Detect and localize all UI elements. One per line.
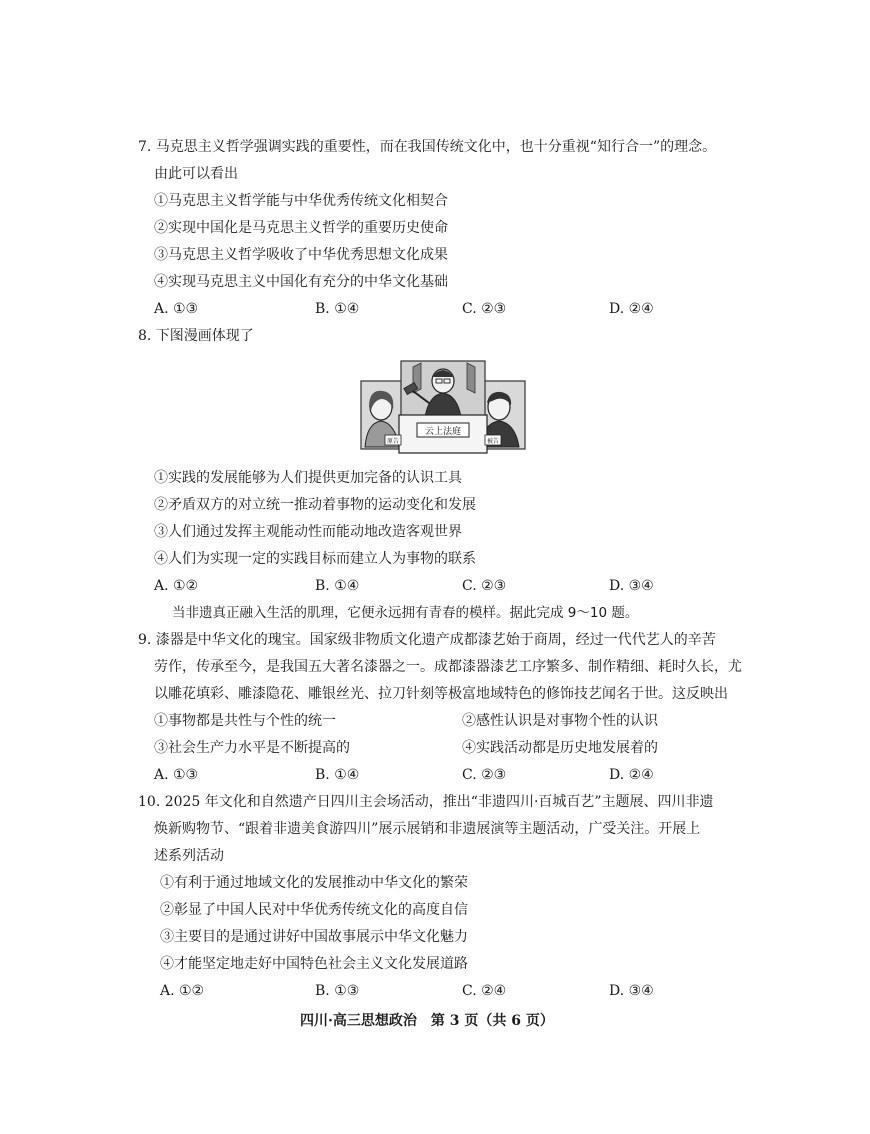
q10-stem-line1: 10. 2025 年文化和自然遗产日四川主会场活动，推出“非遗四川·百城百艺”主题展、四川非遗 (138, 794, 714, 810)
q10-item-2: ②彰显了中国人民对中华优秀传统文化的高度自信 (160, 902, 468, 918)
q7-item-2: ②实现中国化是马克思主义哲学的重要历史使命 (154, 220, 448, 236)
q7-option-a: A. ①③ (154, 301, 199, 317)
plaintiff-tag: 原告 (386, 438, 400, 445)
q7-option-b: B. ①④ (315, 301, 360, 317)
q10-option-d: D. ③④ (609, 983, 654, 999)
q10-stem-line3: 述系列活动 (154, 848, 224, 864)
q10-stem-line2: 焕新购物节、“跟着非遗美食游四川”展示展销和非遗展演等主题活动，广受关注。开展上 (154, 821, 701, 837)
defendant-tag: 被告 (486, 438, 500, 445)
q10-item-1: ①有利于通过地域文化的发展推动中华文化的繁荣 (160, 875, 468, 891)
q9-stem-line1: 9. 漆器是中华文化的瑰宝。国家级非物质文化遗产成都漆艺始于商周，经过一代代艺人的辛苦 (138, 632, 716, 648)
q9-stem-line2: 劳作，传承至今，是我国五大著名漆器之一。成都漆器漆艺工序繁多、制作精细、耗时久长，尤 (154, 659, 742, 675)
q9-item-4: ④实践活动都是历史地发展着的 (462, 740, 658, 756)
q9-item-3: ③社会生产力水平是不断提高的 (154, 740, 350, 756)
q8-option-a: A. ①② (154, 578, 199, 594)
page-footer: 四川·高三思想政治 第 3 页（共 6 页） (300, 1013, 554, 1029)
courtroom-cartoon (359, 359, 527, 457)
passage-intro: 当非遗真正融入生活的肌理，它便永远拥有青春的模样。据此完成 9～10 题。 (172, 605, 639, 621)
q9-item-2: ②感性认识是对事物个性的认识 (462, 713, 658, 729)
q7-item-4: ④实现马克思主义中国化有充分的中华文化基础 (154, 274, 448, 290)
q10-option-b: B. ①③ (315, 983, 360, 999)
q9-option-b: B. ①④ (315, 767, 360, 783)
court-sign-text: 云上法庭 (424, 427, 462, 437)
q10-option-c: C. ②④ (462, 983, 507, 999)
q8-item-3: ③人们通过发挥主观能动性而能动地改造客观世界 (154, 524, 462, 540)
q9-option-a: A. ①③ (154, 767, 199, 783)
q8-item-2: ②矛盾双方的对立统一推动着事物的运动变化和发展 (154, 497, 476, 513)
q7-stem-line1: 7. 马克思主义哲学强调实践的重要性，而在我国传统文化中，也十分重视“知行合一”的理念。 (138, 139, 717, 155)
q9-option-d: D. ②④ (609, 767, 654, 783)
q7-item-1: ①马克思主义哲学能与中华优秀传统文化相契合 (154, 193, 448, 209)
q8-option-b: B. ①④ (315, 578, 360, 594)
q7-option-c: C. ②③ (462, 301, 507, 317)
q8-item-4: ④人们为实现一定的实践目标而建立人为事物的联系 (154, 551, 476, 567)
q9-option-c: C. ②③ (462, 767, 507, 783)
q8-item-1: ①实践的发展能够为人们提供更加完备的认识工具 (154, 470, 462, 486)
q9-stem-line3: 以雕花填彩、雕漆隐花、雕银丝光、拉刀针刻等极富地域特色的修饰技艺闻名于世。这反映出 (154, 686, 728, 702)
q9-item-1: ①事物都是共性与个性的统一 (154, 713, 336, 729)
q7-item-3: ③马克思主义哲学吸收了中华优秀思想文化成果 (154, 247, 448, 263)
q10-item-4: ④才能坚定地走好中国特色社会主义文化发展道路 (160, 956, 468, 972)
q8-option-d: D. ③④ (609, 578, 654, 594)
q10-option-a: A. ①② (160, 983, 205, 999)
q7-option-d: D. ②④ (609, 301, 654, 317)
q7-stem-line2: 由此可以看出 (154, 166, 238, 182)
q8-stem: 8. 下图漫画体现了 (138, 328, 254, 344)
q10-item-3: ③主要目的是通过讲好中国故事展示中华文化魅力 (160, 929, 468, 945)
q8-option-c: C. ②③ (462, 578, 507, 594)
